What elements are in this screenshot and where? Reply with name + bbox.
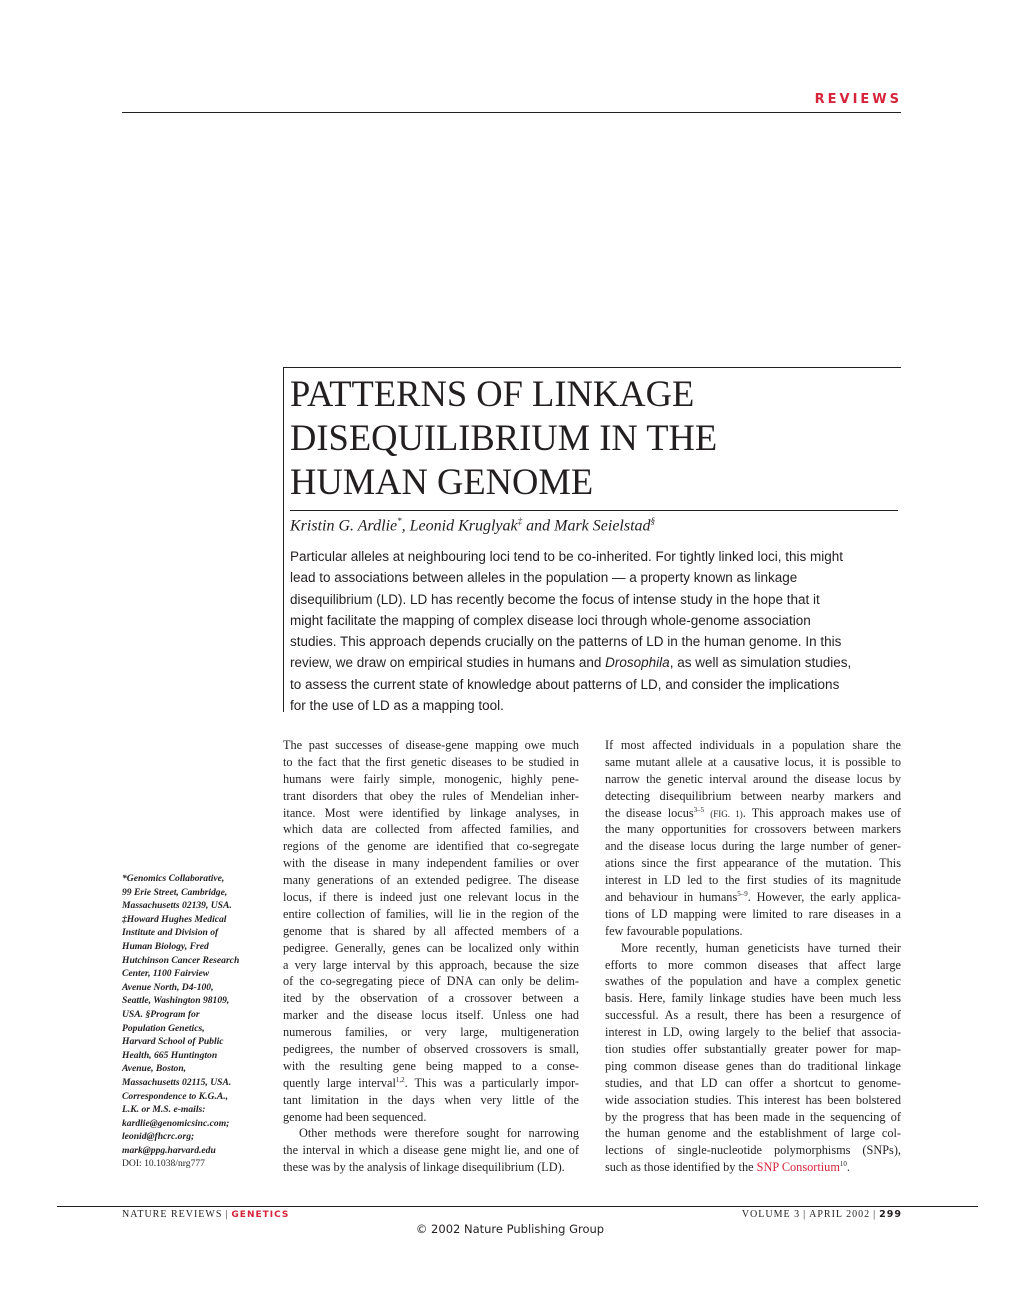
- body-line: same mutant allele at a causative locus, it is possible to: [605, 754, 901, 769]
- abstract-line: studies. This approach depends crucially on the patterns of LD in the human genome. In this: [290, 634, 842, 650]
- affiliation-line: Seattle, Washington 98109,: [122, 995, 230, 1007]
- body-line: tion studies offer substantially greater power for map-: [605, 1042, 901, 1057]
- abstract-line: to assess the current state of knowledge about patterns of LD, and consider the implications: [290, 676, 840, 692]
- body-line: narrow the genetic interval around the disease locus by: [605, 771, 901, 786]
- affiliation-line: Correspondence to K.G.A.,: [122, 1090, 229, 1102]
- body-line: swathes of the population and have a complex genetic: [605, 974, 901, 989]
- body-line: the human genome and the establishment of large col-: [605, 1126, 901, 1141]
- body-line: interest in LD led to the first studies of its magnitude: [605, 873, 901, 888]
- body-line: these was by the analysis of linkage disequilibrium (LD).: [283, 1160, 565, 1175]
- email-link[interactable]: mark@ppg.harvard.edu: [122, 1144, 216, 1156]
- affiliation-line: Health, 665 Huntington: [122, 1049, 218, 1061]
- author-name: Mark Seielstad: [554, 517, 651, 535]
- affiliation-line: Harvard School of Public: [122, 1036, 224, 1048]
- body-line: such as those identified by the SNP Consortium$^{10}$.: [605, 1160, 850, 1175]
- body-line: marker and the disease locus itself. Unless one had: [283, 1008, 579, 1023]
- body-line: and the disease locus during the large number of gener-: [605, 839, 901, 854]
- article-title: [290, 372, 717, 504]
- abstract-line: for the use of LD as a mapping tool.: [290, 698, 504, 714]
- body-line: the many opportunities for crossovers between markers: [605, 822, 901, 837]
- journal-section: GENETICS: [231, 1210, 290, 1220]
- doi-link[interactable]: DOI: 10.1038/nrg777: [122, 1158, 205, 1170]
- body-line: pedigree. Generally, genes can be localized only within: [283, 940, 579, 955]
- body-line: and behaviour in humans$^{5-9}$. However, the early applica-: [605, 889, 901, 905]
- abstract: [290, 546, 902, 716]
- body-line: ited by the observation of a crossover between a: [283, 991, 579, 1006]
- affiliation-line: Avenue North, D4-100,: [122, 981, 214, 993]
- body-line: tions of LD mapping were limited to rare diseases in a: [605, 906, 901, 921]
- title-line: HUMAN GENOME: [290, 461, 594, 502]
- body-line: with the resulting gene being mapped to a conse-: [283, 1058, 579, 1073]
- body-line: tant limitation in the days when very little of the: [283, 1092, 579, 1107]
- affiliation-line: Hutchinson Cancer Research: [122, 954, 240, 966]
- body-line: wide association studies. This interest has been bolstered: [605, 1092, 901, 1107]
- affiliation-line: Massachusetts 02115, USA.: [122, 1076, 232, 1088]
- body-line: lections of single-nucleotide polymorphisms (SNPs),: [605, 1143, 901, 1158]
- body-line: genome had been sequenced.: [283, 1109, 427, 1124]
- body-line: genome that is shared by all affected members of a: [283, 923, 579, 938]
- author-name: Kristin G. Ardlie: [290, 517, 398, 535]
- abstract-line: disequilibrium (LD). LD has recently become the focus of intense study in the hope that it: [290, 591, 820, 607]
- body-line: studies, and that LD can offer a shortcut to genome-: [605, 1075, 901, 1090]
- affiliations-sidenote: [122, 872, 272, 1171]
- body-line: basis. Here, family linkage studies have been much less: [605, 991, 901, 1006]
- body-line: quently large interval$^{1,2}$. This was a particularly impor-: [283, 1075, 579, 1090]
- body-line: itance. Most were identified by linkage analyses, in: [283, 805, 579, 820]
- title-vertical-rule: [283, 367, 284, 712]
- body-column-2: [605, 737, 901, 1176]
- copyright-notice: © 2002 Nature Publishing Group: [415, 1222, 605, 1236]
- body-line: entire collection of families, will lie in the region of the: [283, 906, 579, 921]
- citation-ref[interactable]: 3–5: [693, 805, 705, 814]
- email-link[interactable]: leonid@fhcrc.org;: [122, 1131, 195, 1143]
- volume: VOLUME 3: [741, 1209, 801, 1220]
- body-line: few favourable populations.: [605, 923, 743, 938]
- body-line: numerous families, or very large, multigeneration: [283, 1025, 579, 1040]
- affiliation-mark: ‡: [517, 516, 523, 526]
- affiliation-line: 99 Erie Street, Cambridge,: [122, 886, 228, 898]
- affiliation-line: Avenue, Boston,: [122, 1063, 187, 1075]
- body-line: successful. As a result, there has been a resurgence of: [605, 1008, 901, 1023]
- abstract-line: review, we draw on empirical studies in humans and Drosophila, as well as simulation studies,: [290, 655, 852, 671]
- body-line: many generations of an extended pedigree. The disease: [283, 873, 579, 888]
- body-line: detecting disequilibrium between nearby markers and: [605, 788, 901, 803]
- citation-ref[interactable]: 1,2: [395, 1075, 405, 1084]
- body-line: Other methods were therefore sought for narrowing: [299, 1126, 579, 1141]
- footer-rule: [57, 1206, 978, 1207]
- body-line: of the co-segregating piece of DNA can only be delim-: [283, 974, 579, 989]
- affiliation-line: Population Genetics,: [122, 1022, 205, 1034]
- affiliation-line: Human Biology, Fred: [122, 940, 209, 952]
- section-label: REVIEWS: [814, 92, 902, 107]
- body-line: pedigrees, the number of observed crossovers is small,: [283, 1042, 579, 1057]
- affiliation-line: ‡Howard Hughes Medical: [122, 913, 227, 925]
- body-line: If most affected individuals in a population share the: [605, 738, 901, 752]
- page-number: 299: [879, 1209, 902, 1220]
- body-line: ping common disease genes than do traditional linkage: [605, 1058, 901, 1073]
- abstract-line: might facilitate the mapping of complex disease loci through whole-genome association: [290, 612, 811, 628]
- affiliation-mark: *: [397, 516, 402, 526]
- body-line: locus, if there is indeed just one relevant locus in the: [283, 890, 579, 905]
- body-line: which data are collected from affected families, and: [283, 822, 579, 837]
- body-line: interest in LD, owing largely to the belief that associa-: [605, 1025, 901, 1040]
- body-line: to the fact that the first genetic diseases to be studied in: [283, 754, 579, 769]
- author-list: Kristin G. Ardlie*, Leonid Kruglyak‡ and Mark Seielstad§: [290, 516, 656, 535]
- abstract-line: Particular alleles at neighbouring loci tend to be co-inherited. For tightly linked loci, this might: [290, 549, 844, 564]
- body-line: a very large interval by this approach, because the size: [283, 957, 579, 972]
- affiliation-line: L.K. or M.S. e-mails:: [122, 1104, 206, 1116]
- body-line: humans were fairly simple, monogenic, highly pene-: [283, 771, 579, 786]
- title-line: PATTERNS OF LINKAGE: [290, 373, 695, 414]
- affiliation-line: Massachusetts 02139, USA.: [122, 900, 232, 912]
- author-name: Leonid Kruglyak: [409, 517, 518, 535]
- species-name: Drosophila: [605, 655, 670, 671]
- title-bottom-rule: [290, 510, 898, 511]
- affiliation-line: Center, 1100 Fairview: [122, 968, 210, 980]
- body-line: regions of the genome are identified that co-segregate: [283, 839, 579, 854]
- body-line: efforts to more common diseases that affect large: [605, 957, 901, 972]
- body-line: by the progress that has been made in the sequencing of: [605, 1109, 901, 1124]
- affiliation-line: *Genomics Collaborative,: [122, 873, 225, 884]
- body-column-1: [283, 737, 579, 1176]
- affiliation-line: USA. §Program for: [122, 1008, 200, 1020]
- affiliation-line: Institute and Division of: [122, 927, 219, 939]
- issue-date: APRIL 2002: [809, 1209, 871, 1220]
- footer-issue: VOLUME 3 | APRIL 2002 | 299: [741, 1209, 902, 1220]
- snp-consortium-link[interactable]: SNP Consortium: [756, 1160, 840, 1175]
- body-line: trant disorders that obey the rules of Mendelian inher-: [283, 788, 579, 803]
- journal-name: NATURE REVIEWS: [122, 1209, 223, 1220]
- body-line: the interval in which a disease gene might lie, and one of: [283, 1143, 579, 1158]
- title-top-rule: [283, 367, 901, 368]
- affiliation-mark: §: [650, 516, 656, 526]
- body-line: the disease locus$^{3-5}$ (FIG. 1). This approach makes use of: [605, 805, 901, 820]
- citation-ref[interactable]: 10: [839, 1160, 847, 1169]
- body-line: with the disease in many independent families or over: [283, 856, 579, 871]
- footer-journal: NATURE REVIEWS | GENETICS: [122, 1209, 290, 1220]
- top-rule: [122, 112, 901, 113]
- body-line: The past successes of disease-gene mapping owe much: [283, 738, 579, 752]
- abstract-line: lead to associations between alleles in the population — a property known as linkage: [290, 570, 798, 586]
- body-line: More recently, human geneticists have turned their: [621, 940, 901, 955]
- email-link[interactable]: kardlie@genomicsinc.com;: [122, 1117, 230, 1129]
- citation-ref[interactable]: 5–9: [737, 889, 748, 898]
- body-line: ations since the first appearance of the mutation. This: [605, 856, 901, 871]
- title-line: DISEQUILIBRIUM IN THE: [290, 417, 718, 458]
- figure-ref[interactable]: (FIG. 1): [710, 808, 743, 819]
